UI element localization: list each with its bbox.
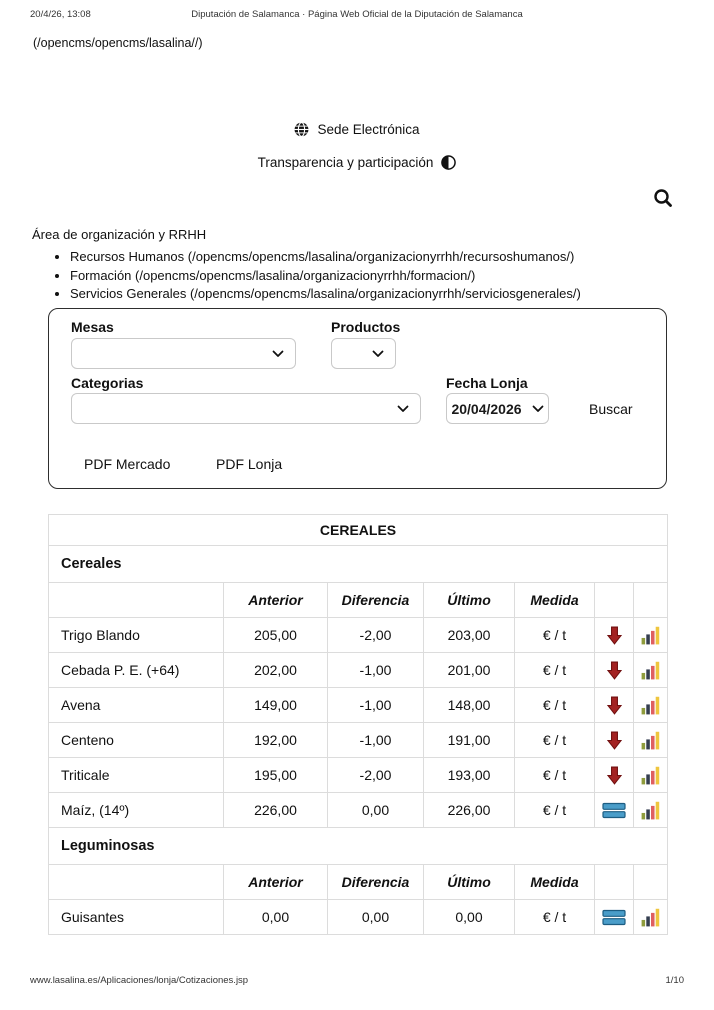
medida-cell: € / t xyxy=(515,653,595,688)
ultimo-cell: 193,00 xyxy=(424,758,515,793)
nav-area xyxy=(32,227,581,304)
filter-panel xyxy=(48,308,667,489)
medida-cell: € / t xyxy=(515,688,595,723)
home-breadcrumb-link[interactable]: (/opencms/opencms/lasalina//) xyxy=(33,36,203,50)
productos-label: Productos xyxy=(331,319,401,335)
chevron-down-icon xyxy=(532,405,544,413)
column-header xyxy=(595,583,634,618)
ultimo-cell: 148,00 xyxy=(424,688,515,723)
red-down-arrow-icon xyxy=(595,696,633,715)
mini-bar-chart-icon[interactable] xyxy=(634,653,667,687)
table-row xyxy=(49,758,668,793)
section-name: Cereales xyxy=(49,546,668,583)
blue-equal-bars-icon xyxy=(595,909,633,926)
print-doc-title: Diputación de Salamanca · Página Web Oficial de la Diputación de Salamanca xyxy=(191,9,523,20)
product-name-cell: Triticale xyxy=(49,758,224,793)
fecha-lonja-label: Fecha Lonja xyxy=(446,375,528,391)
globe-icon xyxy=(294,122,309,137)
nav-list-item[interactable]: • Recursos Humanos (/opencms/opencms/lasalina/organizacionyrrhh/recursoshumanos/) xyxy=(70,248,581,267)
column-header: Diferencia xyxy=(328,583,424,618)
sede-electronica-link[interactable]: Sede Electrónica xyxy=(317,122,420,137)
ultimo-cell: 203,00 xyxy=(424,618,515,653)
search-button[interactable] xyxy=(652,187,674,209)
anterior-cell: 0,00 xyxy=(224,900,328,935)
mesas-label: Mesas xyxy=(71,319,114,335)
column-header: Último xyxy=(424,865,515,900)
print-footer-url: www.lasalina.es/Aplicaciones/lonja/Cotizaciones.jsp xyxy=(30,975,249,986)
chevron-down-icon xyxy=(397,405,409,413)
half-circle-contrast-icon xyxy=(441,155,456,170)
nav-area-title: Área de organización y RRHH xyxy=(32,227,207,242)
diferencia-cell: 0,00 xyxy=(328,900,424,935)
print-page-number: 1/10 xyxy=(665,975,684,986)
table-header-row xyxy=(49,583,668,618)
column-header: Anterior xyxy=(224,583,328,618)
trend-cell xyxy=(595,653,634,688)
column-header: Diferencia xyxy=(328,865,424,900)
trend-cell xyxy=(595,900,634,935)
red-down-arrow-icon xyxy=(595,731,633,750)
chart-cell xyxy=(634,900,668,935)
fecha-lonja-select-value: 20/04/2026 xyxy=(451,400,522,417)
mini-bar-chart-icon[interactable] xyxy=(634,688,667,722)
chevron-down-icon xyxy=(272,350,284,358)
nav-list-item[interactable]: • Servicios Generales (/opencms/opencms/lasalina/organizacionyrrhh/serviciosgenerales/) xyxy=(70,285,581,304)
anterior-cell: 205,00 xyxy=(224,618,328,653)
column-header xyxy=(49,583,224,618)
chart-cell xyxy=(634,688,668,723)
column-header: Anterior xyxy=(224,865,328,900)
ultimo-cell: 0,00 xyxy=(424,900,515,935)
table-row xyxy=(49,688,668,723)
buscar-button[interactable]: Buscar xyxy=(589,401,633,417)
chart-cell xyxy=(634,653,668,688)
column-header: Último xyxy=(424,583,515,618)
diferencia-cell: -2,00 xyxy=(328,758,424,793)
product-name-cell: Guisantes xyxy=(49,900,224,935)
trend-cell xyxy=(595,688,634,723)
column-header xyxy=(49,865,224,900)
ultimo-cell: 226,00 xyxy=(424,793,515,828)
mini-bar-chart-icon[interactable] xyxy=(634,900,667,934)
table-row xyxy=(49,900,668,935)
product-name-cell: Centeno xyxy=(49,723,224,758)
red-down-arrow-icon xyxy=(595,661,633,680)
nav-list xyxy=(70,248,581,304)
table-row xyxy=(49,793,668,828)
mini-bar-chart-icon[interactable] xyxy=(634,793,667,827)
column-header xyxy=(634,583,668,618)
table-section-row xyxy=(49,546,668,583)
product-name-cell: Avena xyxy=(49,688,224,723)
transparencia-row xyxy=(0,155,714,170)
diferencia-cell: -2,00 xyxy=(328,618,424,653)
nav-list-item[interactable]: • Formación (/opencms/opencms/lasalina/organizacionyrrhh/formacion/) xyxy=(70,267,581,286)
trend-cell xyxy=(595,758,634,793)
medida-cell: € / t xyxy=(515,618,595,653)
product-name-cell: Trigo Blando xyxy=(49,618,224,653)
pdf-mercado-link[interactable]: PDF Mercado xyxy=(84,456,171,472)
ultimo-cell: 201,00 xyxy=(424,653,515,688)
table-row xyxy=(49,723,668,758)
medida-cell: € / t xyxy=(515,793,595,828)
column-header: Medida xyxy=(515,583,595,618)
anterior-cell: 192,00 xyxy=(224,723,328,758)
mesas-select[interactable] xyxy=(71,338,296,369)
mini-bar-chart-icon[interactable] xyxy=(634,723,667,757)
section-name: Leguminosas xyxy=(49,828,668,865)
table-title: CEREALES xyxy=(49,515,668,546)
anterior-cell: 195,00 xyxy=(224,758,328,793)
chart-cell xyxy=(634,793,668,828)
anterior-cell: 149,00 xyxy=(224,688,328,723)
blue-equal-bars-icon xyxy=(595,802,633,819)
ultimo-cell: 191,00 xyxy=(424,723,515,758)
anterior-cell: 202,00 xyxy=(224,653,328,688)
table-row xyxy=(49,653,668,688)
price-table xyxy=(48,514,668,935)
column-header xyxy=(634,865,668,900)
column-header: Medida xyxy=(515,865,595,900)
table-section-row xyxy=(49,828,668,865)
trend-cell xyxy=(595,723,634,758)
medida-cell: € / t xyxy=(515,758,595,793)
chart-cell xyxy=(634,758,668,793)
fecha-lonja-select[interactable] xyxy=(446,393,549,424)
mini-bar-chart-icon[interactable] xyxy=(634,758,667,792)
categorias-label: Categorias xyxy=(71,375,144,391)
anterior-cell: 226,00 xyxy=(224,793,328,828)
diferencia-cell: -1,00 xyxy=(328,688,424,723)
chevron-down-icon xyxy=(372,350,384,358)
chart-cell xyxy=(634,723,668,758)
search-icon xyxy=(652,187,674,209)
product-name-cell: Maíz, (14º) xyxy=(49,793,224,828)
trend-cell xyxy=(595,618,634,653)
red-down-arrow-icon xyxy=(595,626,633,645)
chart-cell xyxy=(634,618,668,653)
diferencia-cell: 0,00 xyxy=(328,793,424,828)
productos-select[interactable] xyxy=(331,338,396,369)
product-name-cell: Cebada P. E. (+64) xyxy=(49,653,224,688)
red-down-arrow-icon xyxy=(595,766,633,785)
transparencia-link[interactable]: Transparencia y participación xyxy=(257,155,434,170)
medida-cell: € / t xyxy=(515,900,595,935)
table-row xyxy=(49,618,668,653)
trend-cell xyxy=(595,793,634,828)
medida-cell: € / t xyxy=(515,723,595,758)
pdf-lonja-link[interactable]: PDF Lonja xyxy=(216,456,283,472)
table-title-row xyxy=(49,515,668,546)
sede-electronica-row xyxy=(0,122,714,137)
table-header-row xyxy=(49,865,668,900)
categorias-select[interactable] xyxy=(71,393,421,424)
print-datetime: 20/4/26, 13:08 xyxy=(30,9,91,20)
mini-bar-chart-icon[interactable] xyxy=(634,618,667,652)
diferencia-cell: -1,00 xyxy=(328,723,424,758)
price-table-wrap xyxy=(48,514,667,935)
column-header xyxy=(595,865,634,900)
diferencia-cell: -1,00 xyxy=(328,653,424,688)
